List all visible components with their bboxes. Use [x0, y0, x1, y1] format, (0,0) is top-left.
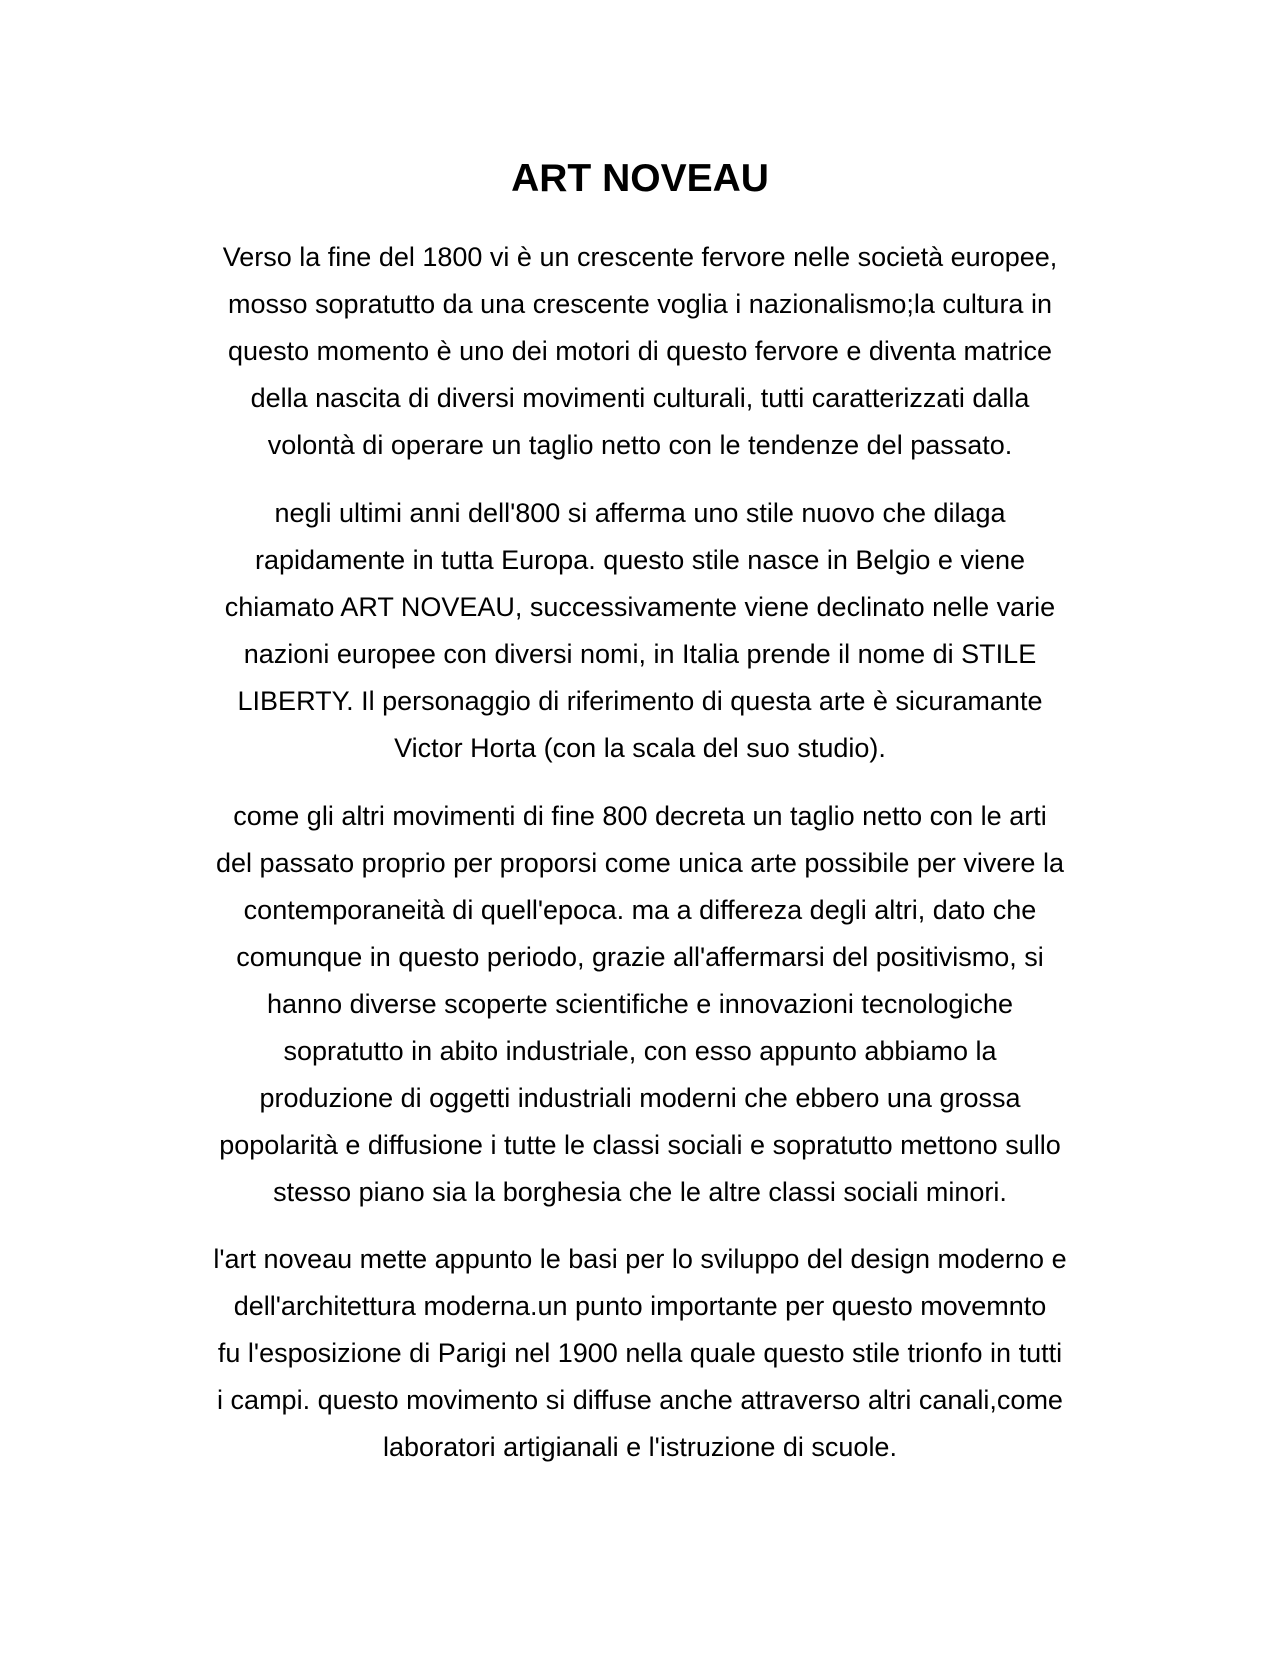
paragraph-1 — [140, 234, 1140, 469]
text-line: negli ultimi anni dell'800 si afferma uno stile nuovo che dilaga — [274, 498, 1006, 528]
text-line: della nascita di diversi movimenti culturali, tutti caratterizzati dalla — [250, 383, 1030, 413]
text-line: hanno diverse scoperte scientifiche e innovazioni tecnologiche — [267, 989, 1013, 1019]
text-line: sopratutto in abito industriale, con esso appunto abbiamo la — [283, 1036, 997, 1066]
text-line: LIBERTY. Il personaggio di riferimento di questa arte è sicuramante — [237, 686, 1043, 716]
text-line: popolarità e diffusione i tutte le classi sociali e sopratutto mettono sullo — [219, 1130, 1061, 1160]
paragraph-2 — [140, 490, 1140, 772]
paragraph-3 — [140, 793, 1140, 1216]
text-line: del passato proprio per proporsi come unica arte possibile per vivere la — [216, 848, 1064, 878]
paragraph-4 — [140, 1236, 1140, 1471]
text-line: stesso piano sia la borghesia che le altre classi sociali minori. — [273, 1177, 1007, 1207]
text-line: nazioni europee con diversi nomi, in Italia prende il nome di STILE — [243, 639, 1037, 669]
text-line: dell'architettura moderna.un punto importante per questo movemnto — [233, 1291, 1047, 1321]
text-line: come gli altri movimenti di fine 800 decreta un taglio netto con le arti — [233, 801, 1047, 831]
text-line: produzione di oggetti industriali moderni che ebbero una grossa — [259, 1083, 1021, 1113]
text-line: contemporaneità di quell'epoca. ma a differeza degli altri, dato che — [243, 895, 1037, 925]
text-line: volontà di operare un taglio netto con le tendenze del passato. — [267, 430, 1013, 460]
text-line: rapidamente in tutta Europa. questo stile nasce in Belgio e viene — [255, 545, 1025, 575]
text-line: comunque in questo periodo, grazie all'affermarsi del positivismo, si — [236, 942, 1044, 972]
text-line: l'art noveau mette appunto le basi per lo sviluppo del design moderno e — [213, 1244, 1067, 1274]
page-title: ART NOVEAU — [511, 157, 769, 200]
text-line: fu l'esposizione di Parigi nel 1900 nella quale questo stile trionfo in tutti — [217, 1338, 1063, 1368]
text-line: chiamato ART NOVEAU, successivamente viene declinato nelle varie — [224, 592, 1056, 622]
text-line: i campi. questo movimento si diffuse anche attraverso altri canali,come — [217, 1385, 1063, 1415]
text-line: questo momento è uno dei motori di questo fervore e diventa matrice — [228, 336, 1052, 366]
text-line: laboratori artigianali e l'istruzione di scuole. — [383, 1432, 897, 1462]
text-line: mosso sopratutto da una crescente voglia i nazionalismo;la cultura in — [228, 289, 1052, 319]
text-line: Victor Horta (con la scala del suo studio). — [394, 733, 886, 763]
text-line: Verso la fine del 1800 vi è un crescente fervore nelle società europee, — [222, 242, 1058, 272]
